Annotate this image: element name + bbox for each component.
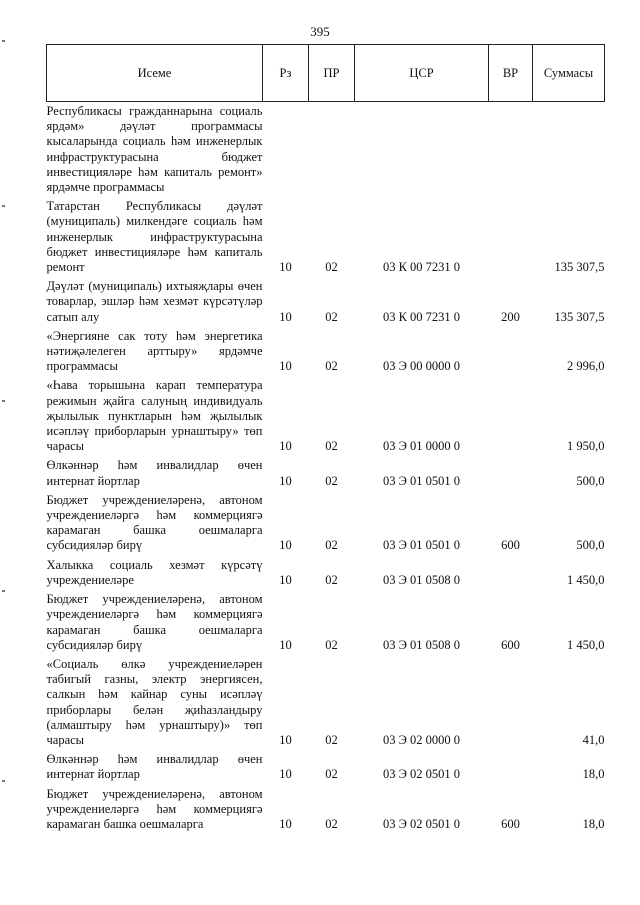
cell-pr: 02: [325, 732, 338, 747]
cell-pr: 02: [325, 572, 338, 587]
cell-csr: 03 Э 01 0501 0: [382, 473, 460, 488]
cell-name: Өлкәннәр һәм инвалидлар өчен интернат йортлар: [46, 458, 263, 488]
cell-sum: [533, 102, 605, 198]
cell-sum: 18,0: [582, 767, 605, 782]
cell-vr: [489, 556, 533, 590]
cell-csr: [355, 102, 489, 198]
cell-rz: 10: [279, 439, 292, 454]
cell-name: Республикасы гражданнарына социаль ярдәм» дәүләт программасы кысаларында социаль һәм инженерлык инфраструктурасына бюджет инвестицияләре һәм капиталь ремонт» ярдәмче программасы: [46, 104, 263, 195]
cell-csr: 03 Э 01 0508 0: [382, 637, 460, 652]
cell-sum: 135 307,5: [554, 309, 605, 324]
header-vr: ВР: [489, 45, 533, 102]
scan-mark: [2, 40, 5, 42]
budget-table: [46, 44, 605, 834]
cell-csr: 03 Э 01 0508 0: [382, 572, 460, 587]
scan-mark: [2, 590, 5, 592]
cell-pr: 02: [325, 538, 338, 553]
table-row: [47, 327, 605, 377]
cell-rz: 10: [279, 767, 292, 782]
cell-vr: [489, 456, 533, 490]
cell-pr: 02: [325, 637, 338, 652]
cell-vr: 600: [501, 816, 520, 831]
header-rz: Рз: [263, 45, 309, 102]
table-row: [47, 590, 605, 655]
scan-mark: [2, 780, 5, 782]
cell-name: Өлкәннәр һәм инвалидлар өчен интернат йортлар: [46, 752, 263, 782]
cell-csr: 03 К 00 7231 0: [382, 260, 461, 275]
cell-sum: 1 450,0: [567, 572, 605, 587]
cell-name: Дәүләт (муниципаль) ихтыяҗлары өчен товарлар, эшләр һәм хезмәт күрсәтүләр сатып алу: [46, 279, 263, 324]
cell-csr: 03 Э 02 0501 0: [382, 816, 460, 831]
cell-vr: [489, 750, 533, 784]
cell-sum: 135 307,5: [554, 260, 605, 275]
table-row: [47, 785, 605, 835]
table-row: [47, 556, 605, 590]
table-row: [47, 102, 605, 198]
cell-vr: 600: [501, 538, 520, 553]
cell-rz: 10: [279, 816, 292, 831]
cell-name: «Энергияне сак тоту һәм энергетика нәтиҗәлелеген арттыру» ярдәмче программасы: [46, 328, 263, 374]
cell-csr: 03 Э 02 0501 0: [382, 767, 460, 782]
cell-csr: 03 Э 00 0000 0: [382, 359, 460, 374]
cell-vr: 200: [501, 309, 520, 324]
cell-vr: [489, 102, 533, 198]
table-row: [47, 456, 605, 490]
cell-pr: 02: [325, 260, 338, 275]
header-csr: ЦСР: [355, 45, 489, 102]
cell-vr: [489, 655, 533, 750]
cell-sum: 1 950,0: [567, 439, 605, 454]
cell-rz: 10: [279, 538, 292, 553]
cell-pr: [309, 102, 355, 198]
scan-mark: [2, 400, 5, 402]
cell-sum: 41,0: [582, 732, 605, 747]
cell-vr: [489, 376, 533, 456]
table-row: [47, 750, 605, 784]
header-sum: Суммасы: [533, 45, 605, 102]
table-row: [47, 277, 605, 327]
cell-name: «Һава торышына карап температура режимын җайга салуның индивидуаль җылылык пунктларын һәм җылылык исәпләү приборларын урнаштыру» төп чарасы: [46, 378, 263, 454]
cell-sum: 2 996,0: [567, 359, 605, 374]
cell-name: Халыкка социаль хезмәт күрсәтү учреждениеләре: [46, 557, 263, 587]
page-number: 395: [310, 24, 330, 39]
cell-rz: 10: [279, 473, 292, 488]
cell-csr: 03 К 00 7231 0: [382, 309, 461, 324]
cell-pr: 02: [325, 309, 338, 324]
cell-pr: 02: [325, 816, 338, 831]
table-row: [47, 655, 605, 750]
cell-sum: 500,0: [576, 473, 605, 488]
cell-name: Татарстан Республикасы дәүләт (муниципаль) милкендәге социаль һәм инженерлык инфраструктурасына бюджет инвестицияләре һәм капиталь ремонт: [46, 199, 263, 275]
cell-rz: [263, 102, 309, 198]
cell-sum: 1 450,0: [567, 637, 605, 652]
cell-rz: 10: [279, 637, 292, 652]
header-name: Исеме: [47, 45, 263, 102]
cell-rz: 10: [279, 732, 292, 747]
cell-name: Бюджет учреждениеләренә, автоном учреждениеләргә һәм коммерциягә карамаган башка оешмаларга: [46, 786, 263, 831]
cell-rz: 10: [279, 309, 292, 324]
cell-name: Бюджет учреждениеләренә, автоном учреждениеләргә һәм коммерциягә карамаган башка оешмаларга субсидияләр бирү: [46, 492, 263, 553]
cell-vr: [489, 327, 533, 377]
cell-pr: 02: [325, 359, 338, 374]
table-row: [47, 197, 605, 277]
cell-csr: 03 Э 01 0000 0: [382, 439, 460, 454]
cell-pr: 02: [325, 473, 338, 488]
cell-vr: 600: [501, 637, 520, 652]
cell-sum: 500,0: [576, 538, 605, 553]
cell-name: Бюджет учреждениеләренә, автоном учреждениеләргә һәм коммерциягә карамаган башка оешмаларга субсидияләр бирү: [46, 592, 263, 652]
table-row: [47, 376, 605, 456]
cell-pr: 02: [325, 439, 338, 454]
header-pr: ПР: [309, 45, 355, 102]
cell-rz: 10: [279, 359, 292, 374]
table-row: [47, 491, 605, 556]
cell-csr: 03 Э 02 0000 0: [382, 732, 460, 747]
scan-mark: [2, 205, 5, 207]
cell-name: «Социаль өлкә учреждениеләрен табигый газны, электр энергиясен, салкын һәм кайнар суны исәпләү приборлары белән җиһазландыру (алмаштыру һәм урнаштыру)» төп чарасы: [46, 656, 263, 747]
cell-rz: 10: [279, 572, 292, 587]
cell-rz: 10: [279, 260, 292, 275]
cell-sum: 18,0: [582, 816, 605, 831]
cell-csr: 03 Э 01 0501 0: [382, 538, 460, 553]
cell-pr: 02: [325, 767, 338, 782]
cell-vr: [489, 197, 533, 277]
table-header-row: [47, 45, 605, 102]
